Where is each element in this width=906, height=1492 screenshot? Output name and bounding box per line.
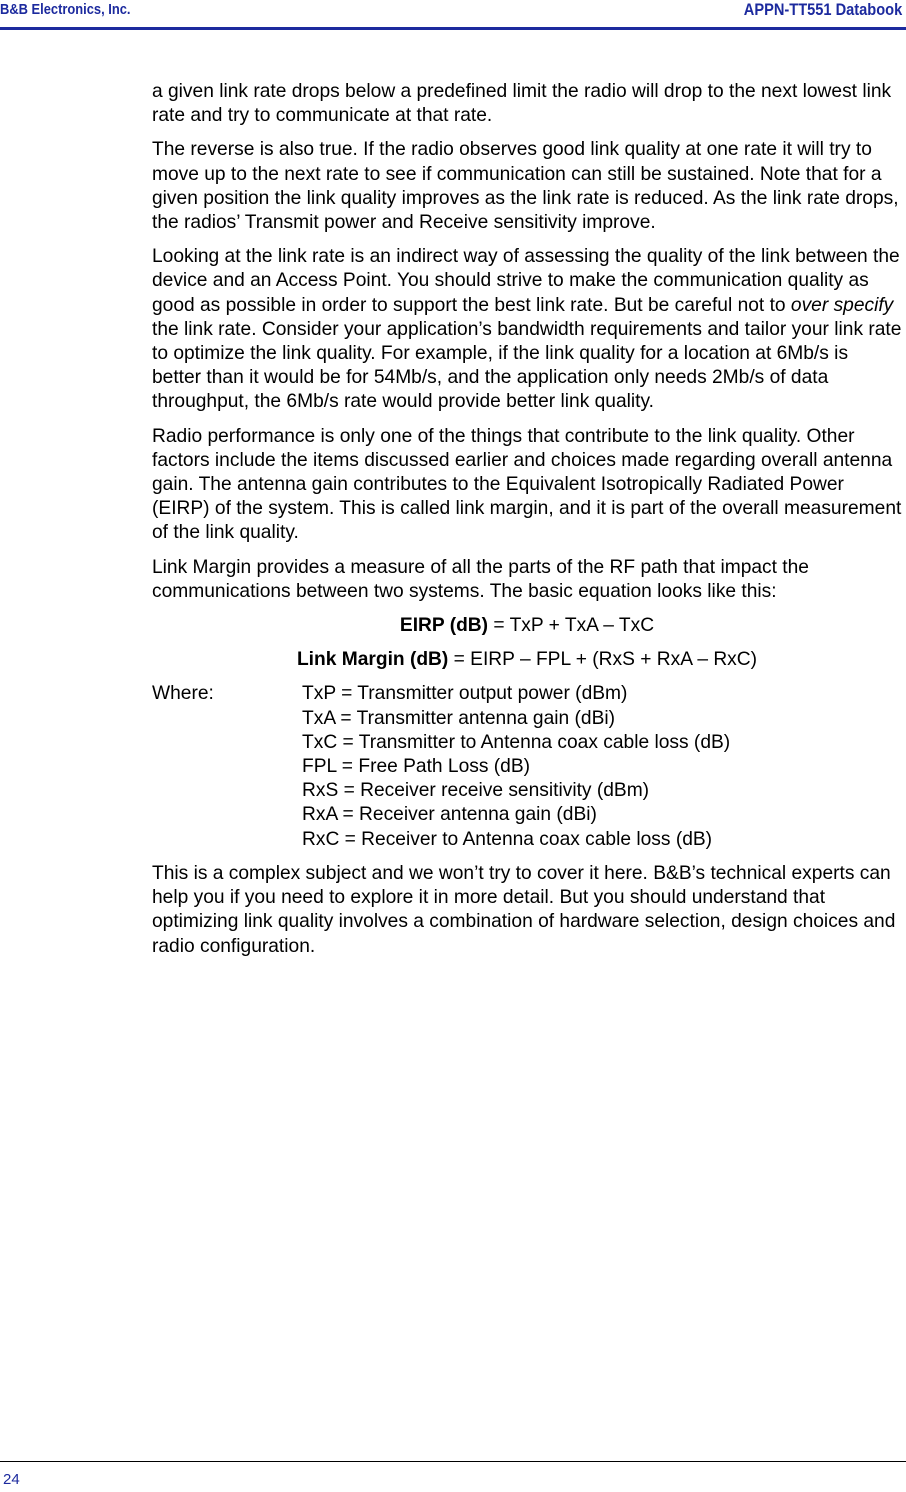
equation-eirp: [152, 614, 902, 638]
equation-formula: = TxP + TxA – TxC: [488, 615, 655, 637]
paragraph-reverse: The reverse is also true. If the radio observes good link quality at one rate it will try to move up to the next rate to see if communication can still be sustained. Note that for a given position the link quality improves as the link rate is reduced. As the link rate drops, the radios’ Transmit power and Receive sensitivity improve.: [152, 139, 899, 234]
definition-item: RxA = Receiver antenna gain (dBi): [302, 804, 597, 826]
company-name: B&B Electronics, Inc.: [0, 1, 131, 18]
equation-label: Link Margin (dB): [296, 649, 449, 671]
paragraph-radio-performance: Radio performance is only one of the things that contribute to the link quality. Other factors include the items discussed earlier and choices made regarding overall antenna gain. The antenna gain contributes to the Equivalent Isotropically Radiated Power (EIRP) of the system. This is called link margin, and it is part of the overall measurement of the link quality.: [152, 425, 902, 544]
paragraph-link-margin-intro: Link Margin provides a measure of all the parts of the RF path that impact the communications between two systems. The basic equation looks like this:: [152, 556, 809, 602]
definition-item: FPL = Free Path Loss (dB): [302, 756, 531, 778]
paragraph-link-rate-assessment: [152, 245, 902, 414]
where-label: Where:: [152, 683, 214, 705]
paragraph-text: Looking at the link rate is an indirect way of assessing the quality of the link between the device and an Access Point. You should strive to make the communication quality as good as possible in order to support the best link rate. But be careful not to: [152, 246, 900, 316]
definition-list: [302, 682, 902, 851]
page-header: [0, 0, 906, 30]
definition-item: RxS = Receiver receive sensitivity (dBm): [302, 780, 650, 802]
equation-label: EIRP (dB): [399, 615, 489, 637]
paragraph-text: the link rate. Consider your application’s bandwidth requirements and tailor your link rate to optimize the link quality. For example, if the link quality for a location at 6Mb/s is better than it would be for 54Mb/s, and the application only needs 2Mb/s of data throughput, the 6Mb/s rate would provide better link quality.: [152, 318, 902, 413]
definition-item: RxC = Receiver to Antenna coax cable loss (dB): [302, 828, 713, 850]
paragraph-conclusion: This is a complex subject and we won’t try to cover it here. B&B’s technical experts can help you if you need to explore it in more detail. But you should understand that optimizing link quality involves a combination of hardware selection, design choices and radio configuration.: [152, 862, 896, 957]
page-number: 24: [3, 1471, 20, 1488]
variable-definitions: [152, 682, 902, 851]
equation-formula: = EIRP – FPL + (RxS + RxA – RxC): [448, 649, 758, 671]
paragraph-link-rate-drop: a given link rate drops below a predefined limit the radio will drop to the next lowest link rate and try to communicate at that rate.: [152, 81, 892, 127]
definition-item: TxA = Transmitter antenna gain (dBi): [302, 707, 616, 729]
definition-item: TxP = Transmitter output power (dBm): [302, 683, 628, 705]
header-divider: [0, 27, 906, 30]
document-title: APPN-TT551 Databook: [743, 0, 902, 19]
emphasis-text: over specify: [790, 294, 894, 316]
equation-link-margin: [152, 648, 902, 672]
page-body: [152, 80, 902, 969]
definition-item: TxC = Transmitter to Antenna coax cable loss (dB): [302, 731, 731, 753]
footer-divider: [0, 1461, 906, 1462]
